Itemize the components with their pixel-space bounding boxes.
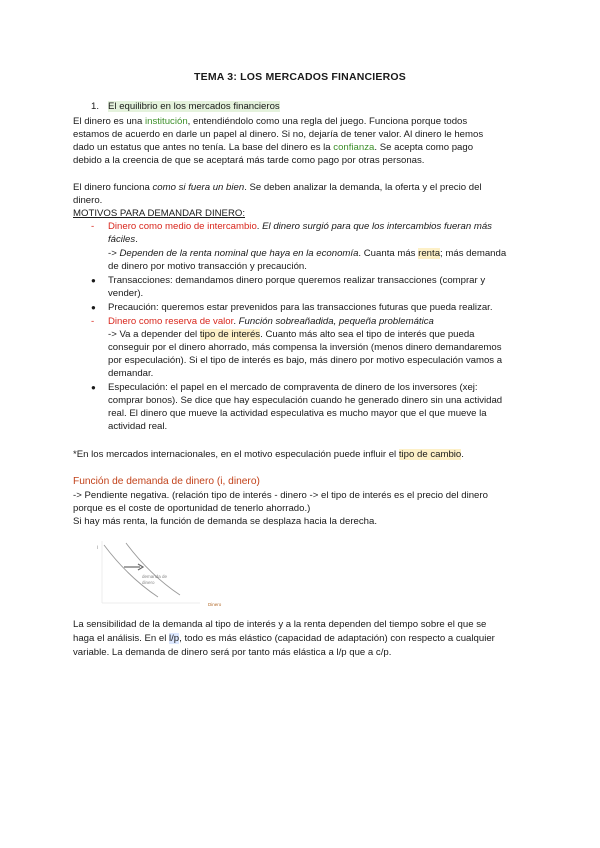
- list-item-line: vender).: [108, 288, 144, 299]
- highlight-tipo-cambio: tipo de cambio: [398, 449, 462, 460]
- x-axis-label: Dinero: [208, 602, 222, 607]
- list-item-line: -> Dependen de la renta nominal que haya en la economía. Cuanta más renta; más demanda: [108, 248, 507, 259]
- paragraph-line: porque es el coste de oportunidad de tenerlo ahorrado.): [73, 503, 311, 514]
- list-item: Dinero como reserva de valor. Función sobreañadida, pequeña problemática: [108, 316, 434, 327]
- list-item-line: real. El dinero que mueve la actividad especulativa es mucho mayor que el que mueve la: [108, 408, 487, 419]
- curve-label: demanda de: [142, 574, 168, 579]
- paragraph-line: La sensibilidad de la demanda al tipo de interés y a la renta dependen del tiempo sobre el que se: [73, 619, 487, 630]
- demand-function-heading: Función de demanda de dinero (i, dinero): [73, 476, 260, 487]
- paragraph-line: dado un estatus que antes no tenía. La base del dinero es la confianza. Se acepta como pago: [73, 142, 474, 153]
- y-axis-label: i: [97, 545, 99, 551]
- paragraph-line: El dinero funciona como si fuera un bien. Se deben analizar la demanda, la oferta y el precio del: [73, 182, 482, 193]
- paragraph-line: haga el análisis. En el l/p, todo es más elástico (capacidad de adaptación) con respecto a cualquier: [73, 633, 495, 644]
- paragraph-line: dinero.: [73, 195, 103, 206]
- highlight-confianza: confianza: [333, 142, 375, 153]
- section-number: 1.: [91, 101, 100, 112]
- dot-bullet: ●: [91, 303, 96, 312]
- paragraph-line: debido a la creencia de que se aceptará más tarde como pago por otras personas.: [73, 155, 425, 166]
- dot-bullet: ●: [91, 383, 96, 392]
- list-item: Transacciones: demandamos dinero porque queremos realizar transacciones (comprar y: [108, 275, 486, 286]
- demand-curve-2: [126, 543, 180, 595]
- list-item-line: demandar.: [108, 368, 154, 379]
- list-item: Especulación: el papel en el mercado de compraventa de dinero de los inversores (xej:: [108, 382, 478, 393]
- paragraph-line: El dinero es una institución, entendiéndolo como una regla del juego. Funciona porque todos: [73, 116, 468, 127]
- footnote: *En los mercados internacionales, en el motivo especulación puede influir el tipo de cambio.: [73, 449, 464, 460]
- highlight-tipo-interes: tipo de interés: [199, 329, 261, 340]
- highlight-institucion: institución: [145, 116, 188, 127]
- motivos-heading: MOTIVOS PARA DEMANDAR DINERO:: [73, 208, 245, 219]
- list-item-line: conseguir por el dinero ahorrado, más compensa la inversión (menos dinero demandaremos: [108, 342, 502, 353]
- list-item: Dinero como medio de intercambio. El dinero surgió para que los intercambios fueran más: [108, 221, 492, 232]
- highlight-renta: renta: [418, 248, 441, 259]
- list-item-line: comprar bonos). Se dice que hay especulación cuando he generado dinero sin una actividad: [108, 395, 503, 406]
- dash-bullet: -: [91, 221, 95, 232]
- list-item-line: -> Va a depender del tipo de interés. Cuanto más alto sea el tipo de interés que pueda: [108, 329, 475, 340]
- paragraph-line: -> Pendiente negativa. (relación tipo de interés - dinero -> el tipo de interés es el precio del dinero: [73, 490, 488, 501]
- section-heading: El equilibrio en los mercados financieros: [108, 101, 280, 112]
- dash-bullet: -: [91, 316, 95, 327]
- list-item: Precaución: queremos estar prevenidos para las transacciones futuras que pueda realizar.: [108, 302, 493, 313]
- highlight-lp: l/p: [169, 633, 180, 644]
- list-item-line: actividad real.: [108, 421, 168, 432]
- list-item-line: por especulación). Si el tipo de interés es bajo, más dinero por motivo especulación vamos a: [108, 355, 503, 366]
- curve-label: dinero: [142, 580, 155, 585]
- paragraph-line: Si hay más renta, la función de demanda se desplaza hacia la derecha.: [73, 516, 377, 527]
- list-item-line: fáciles.: [108, 234, 138, 245]
- demand-curve-figure: [88, 537, 248, 609]
- paragraph-line: estamos de acuerdo en darle un papel al dinero. Si no, dejaría de tener valor. Al dinero le hemos: [73, 129, 484, 140]
- page-title: TEMA 3: LOS MERCADOS FINANCIEROS: [194, 71, 406, 83]
- list-item-line: de dinero por motivo transacción y precaución.: [108, 261, 307, 272]
- paragraph-line: variable. La demanda de dinero será por tanto más elástica a l/p que a c/p.: [73, 647, 392, 658]
- dot-bullet: ●: [91, 276, 96, 285]
